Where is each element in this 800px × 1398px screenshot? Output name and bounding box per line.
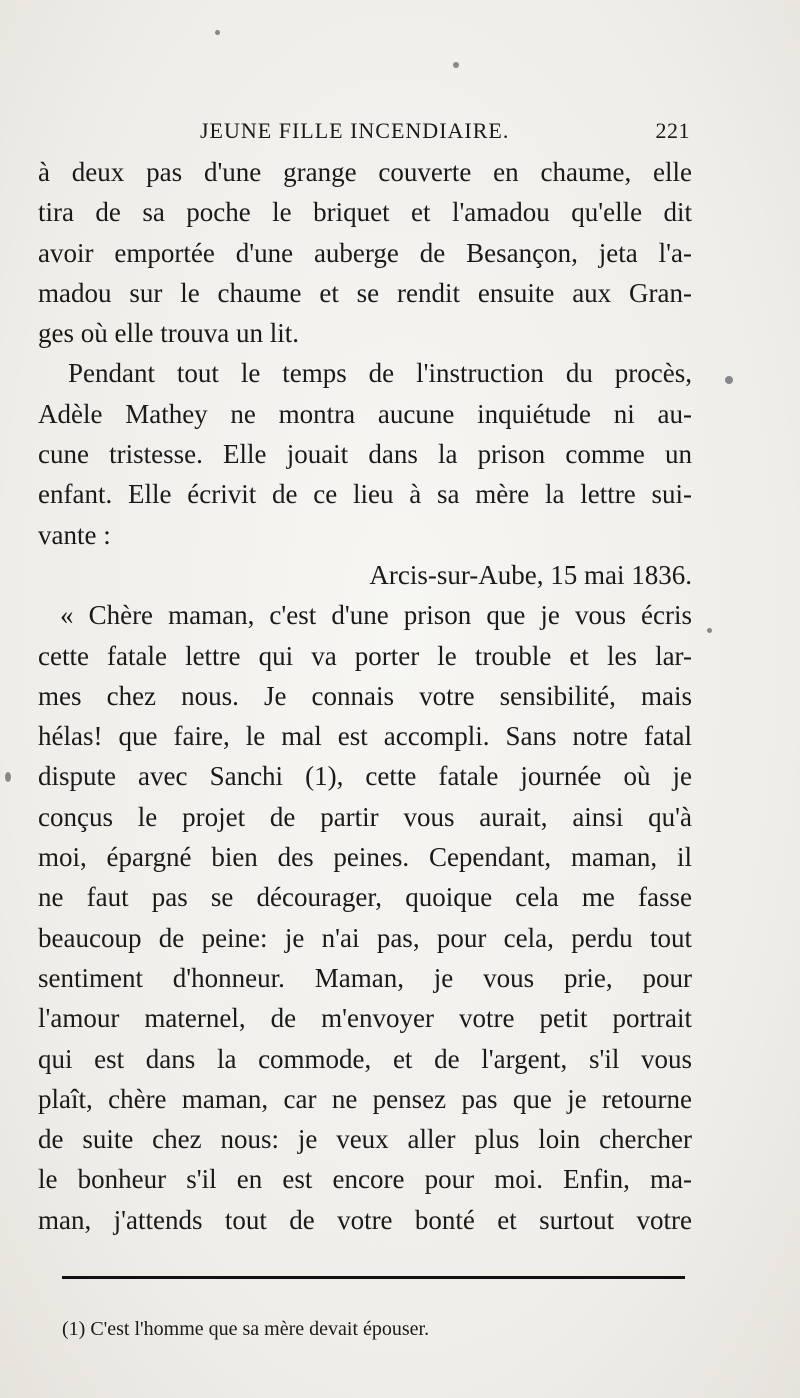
text-line: « Chère maman, c'est d'une prison que je vous écris	[60, 600, 692, 631]
page-number: 221	[655, 118, 690, 143]
ink-speck	[707, 628, 712, 633]
text-line: enfant. Elle écrivit de ce lieu à sa mère la lettre sui-	[38, 479, 692, 510]
text-line: ne faut pas se décourager, quoique cela me fasse	[38, 882, 692, 913]
text-line: plaît, chère maman, car ne pensez pas que je retourne	[38, 1083, 692, 1114]
text-line: vante :	[38, 519, 111, 550]
text-line: qui est dans la commode, et de l'argent, s'il vous	[38, 1043, 692, 1074]
ink-speck	[725, 376, 733, 384]
running-header	[200, 118, 690, 144]
footnote: (1) C'est l'homme que sa mère devait épouser.	[62, 1318, 430, 1340]
running-title: JEUNE FILLE INCENDIAIRE.	[200, 118, 510, 143]
text-line: dispute avec Sanchi (1), cette fatale journée où je	[38, 761, 692, 792]
text-line: sentiment d'honneur. Maman, je vous prie, pour	[38, 962, 692, 993]
text-line: Pendant tout le temps de l'instruction du procès,	[68, 358, 692, 389]
text-line: beaucoup de peine: je n'ai pas, pour cela, perdu tout	[38, 922, 692, 953]
footnote-rule	[62, 1276, 685, 1279]
text-line: man, j'attends tout de votre bonté et surtout votre	[38, 1204, 692, 1235]
text-line: ges où elle trouva un lit.	[38, 318, 299, 349]
text-body	[38, 152, 692, 1240]
text-line: madou sur le chaume et se rendit ensuite aux Gran-	[38, 277, 692, 308]
text-line: hélas! que faire, le mal est accompli. Sans notre fatal	[38, 721, 692, 752]
ink-speck	[453, 62, 459, 68]
text-line: cune tristesse. Elle jouait dans la prison comme un	[38, 439, 692, 470]
ink-speck	[215, 30, 220, 35]
text-line: le bonheur s'il en est encore pour moi. Enfin, ma-	[38, 1164, 692, 1195]
text-line: conçus le projet de partir vous aurait, ainsi qu'à	[38, 801, 692, 832]
text-line: Adèle Mathey ne montra aucune inquiétude ni au-	[38, 398, 692, 429]
ink-speck	[5, 772, 11, 782]
text-line: tira de sa poche le briquet et l'amadou qu'elle dit	[38, 197, 692, 228]
text-line: mes chez nous. Je connais votre sensibilité, mais	[38, 680, 692, 711]
text-line: à deux pas d'une grange couverte en chaume, elle	[38, 157, 692, 187]
text-line: l'amour maternel, de m'envoyer votre petit portrait	[38, 1003, 692, 1034]
text-line: cette fatale lettre qui va porter le trouble et les lar-	[38, 640, 692, 671]
text-line: de suite chez nous: je veux aller plus loin chercher	[38, 1124, 692, 1155]
text-line: avoir emportée d'une auberge de Besançon, jeta l'a-	[38, 237, 692, 268]
text-line: moi, épargné bien des peines. Cependant, maman, il	[38, 842, 692, 873]
letter-dateline: Arcis-sur-Aube, 15 mai 1836.	[369, 559, 692, 590]
